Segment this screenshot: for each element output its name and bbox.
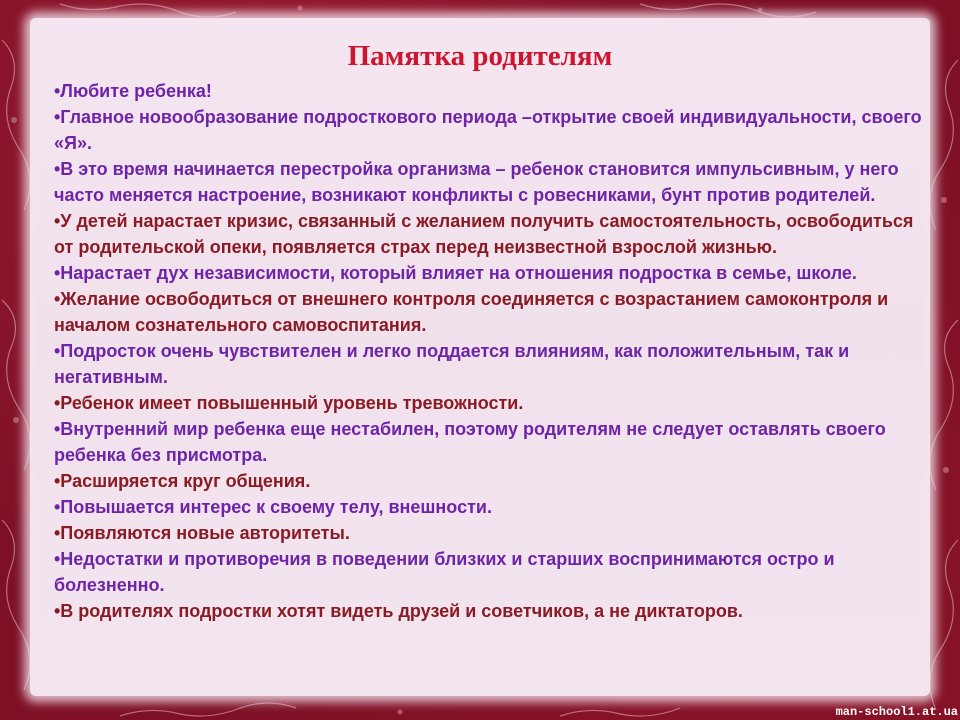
list-item-text: •Главное новообразование подросткового периода –открытие своей индивидуальности, своего «Я». bbox=[54, 107, 922, 153]
list-item-text: •Любите ребенка! bbox=[54, 81, 212, 101]
list-item-text: •Нарастает дух независимости, который влияет на отношения подростка в семье, школе. bbox=[54, 263, 857, 283]
list-item-text: •Желание освободиться от внешнего контроля соединяется с возрастанием самоконтроля и началом сознательного самовоспитания. bbox=[54, 289, 889, 335]
slide-title: Памятка родителям bbox=[347, 40, 613, 72]
list-item-text: •Подросток очень чувствителен и легко поддается влияниям, как положительным, так и негативным. bbox=[54, 341, 850, 387]
list-item bbox=[54, 208, 934, 260]
list-item bbox=[54, 416, 934, 468]
list-item bbox=[54, 468, 934, 494]
list-item-text: •Ребенок имеет повышенный уровень тревожности. bbox=[54, 393, 524, 413]
list-item bbox=[54, 286, 934, 338]
list-item bbox=[54, 104, 934, 156]
list-item bbox=[54, 78, 934, 104]
list-item bbox=[54, 598, 934, 624]
list-item bbox=[54, 494, 934, 520]
list-item bbox=[54, 338, 934, 390]
list-item bbox=[54, 390, 934, 416]
list-item-text: •Повышается интерес к своему телу, внешности. bbox=[54, 497, 492, 517]
list-item-text: •Появляются новые авторитеты. bbox=[54, 523, 350, 543]
list-item-text: •В это время начинается перестройка организма – ребенок становится импульсивным, у него часто меняется настроение, возникают конфликты с ровесниками, бунт против родителей. bbox=[54, 159, 899, 205]
list-item-text: •У детей нарастает кризис, связанный с желанием получить самостоятельность, освободиться от родительской опеки, появляется страх перед неизвестной взрослой жизнью. bbox=[54, 211, 914, 257]
memo-list bbox=[54, 78, 934, 624]
list-item bbox=[54, 546, 934, 598]
list-item-text: •В родителях подростки хотят видеть друзей и советчиков, а не диктаторов. bbox=[54, 601, 743, 621]
list-item bbox=[54, 520, 934, 546]
list-item-text: •Расширяется круг общения. bbox=[54, 471, 311, 491]
site-watermark: man-school1.at.ua bbox=[835, 705, 958, 719]
list-item bbox=[54, 260, 934, 286]
list-item bbox=[54, 156, 934, 208]
list-item-text: •Внутренний мир ребенка еще нестабилен, поэтому родителям не следует оставлять своего ребенка без присмотра. bbox=[54, 419, 886, 465]
list-item-text: •Недостатки и противоречия в поведении близких и старших воспринимаются остро и болезненно. bbox=[54, 549, 835, 595]
